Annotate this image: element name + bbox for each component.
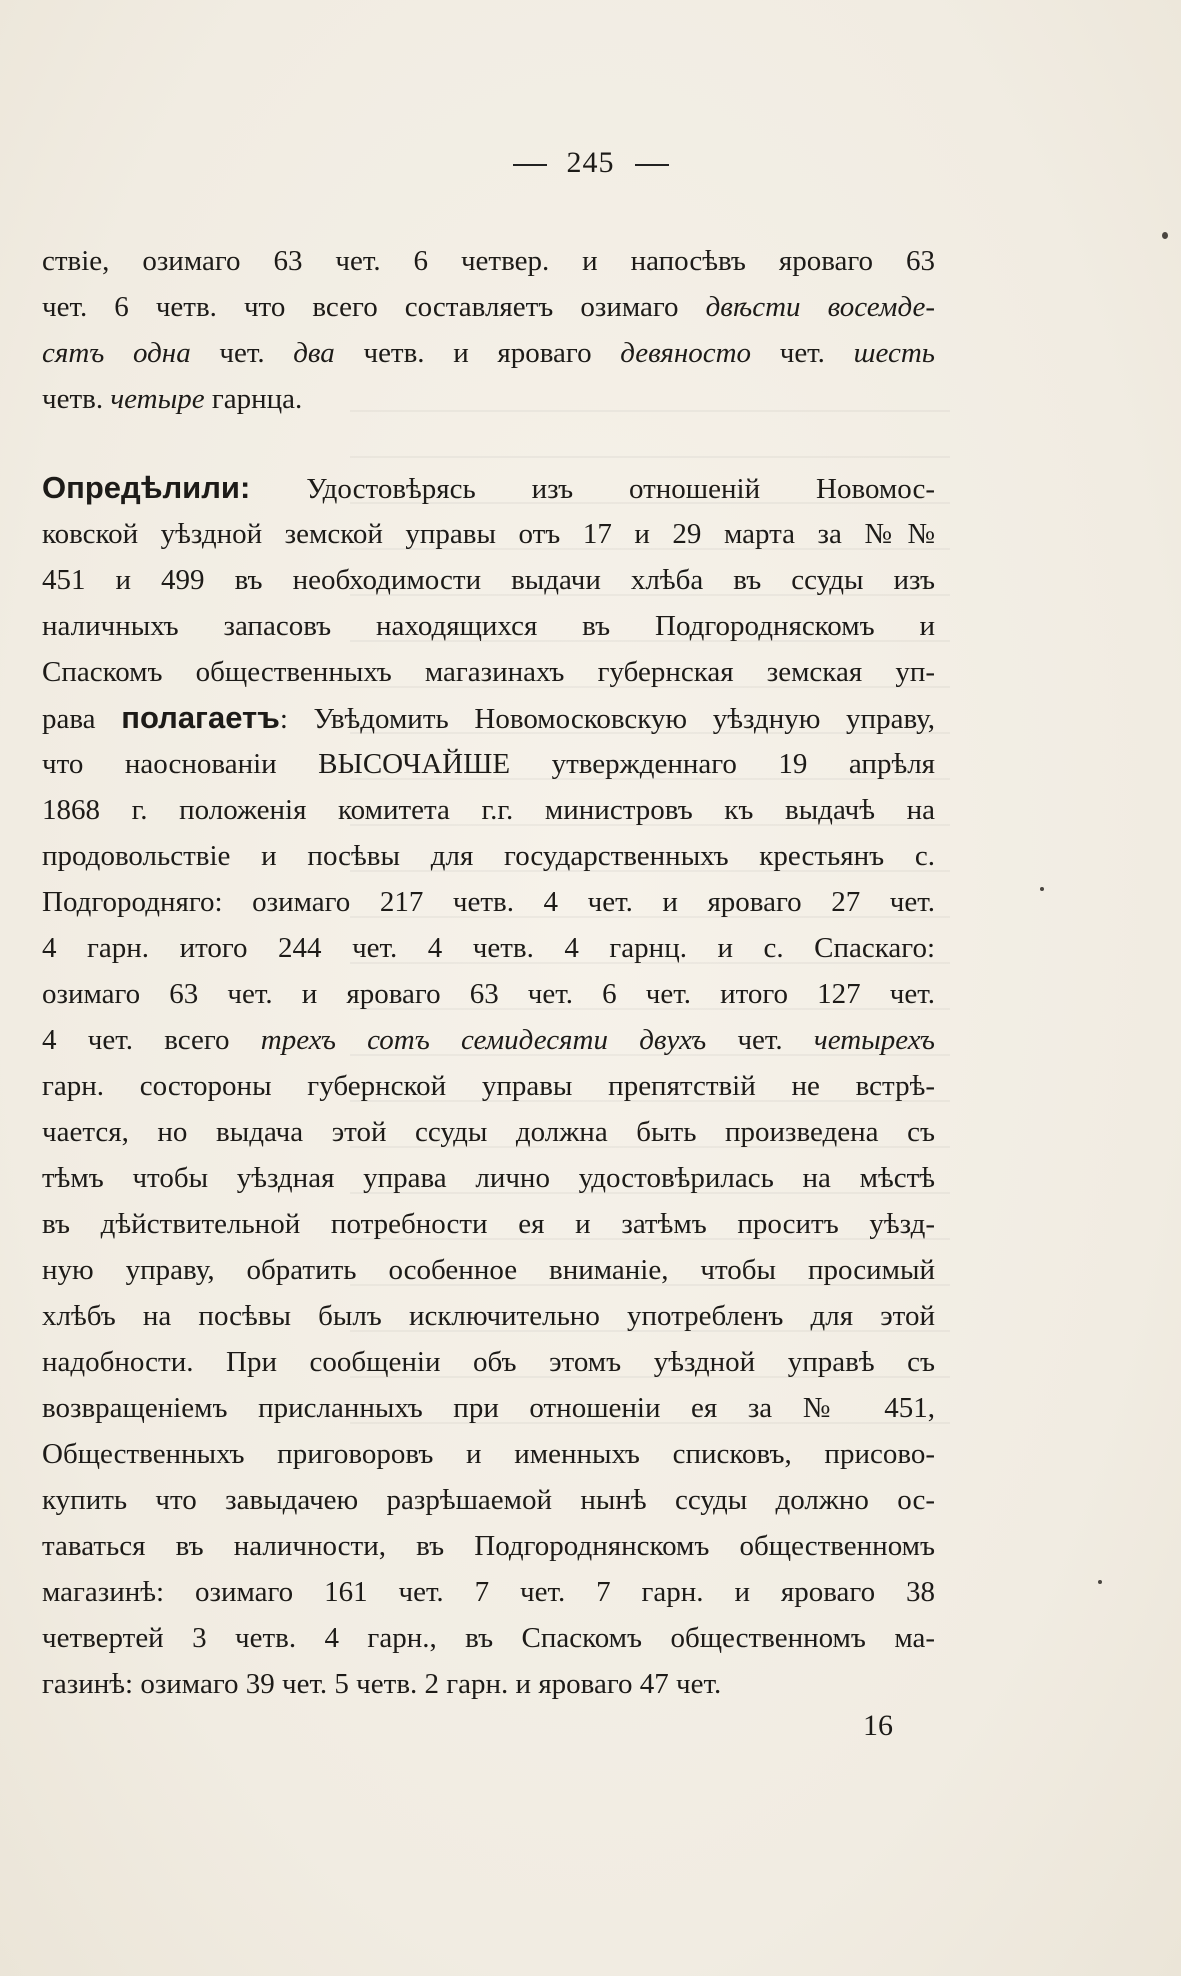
text-run: таваться въ наличности, въ Подгороднянскомъ общественномъ xyxy=(42,1530,935,1562)
text-run: чет. xyxy=(190,337,294,369)
text-run: ковской уѣздной земской управы отъ 17 и 29 марта за №№ xyxy=(42,518,935,550)
page-header xyxy=(0,146,1181,180)
text-line xyxy=(42,925,935,971)
ink-speck xyxy=(1040,887,1044,891)
text-line xyxy=(42,1339,935,1385)
text-run: гарн. состороны губернской управы препятствій не встрѣ- xyxy=(42,1070,935,1102)
paragraph-resolution xyxy=(42,465,935,1707)
text-line xyxy=(42,238,935,284)
text-run: купить что завыдачею разрѣшаемой нынѣ ссуды должно ос- xyxy=(42,1484,935,1516)
paragraph-continuation xyxy=(42,238,935,422)
text-run: Спаскомъ общественныхъ магазинахъ губернская земская уп- xyxy=(42,656,935,688)
text-run: чет. xyxy=(706,1024,814,1056)
text-run: газинѣ: озимаго 39 чет. 5 четв. 2 гарн. и яроваго 47 чет. xyxy=(42,1668,722,1700)
text-line xyxy=(42,649,935,695)
text-line xyxy=(42,833,935,879)
text-run: гарнца. xyxy=(204,383,303,415)
text-run: магазинѣ: озимаго 161 чет. 7 чет. 7 гарн. и яроваго 38 xyxy=(42,1576,935,1608)
text-line xyxy=(42,1063,935,1109)
text-run: продовольствіе и посѣвы для государственныхъ крестьянъ с. xyxy=(42,840,935,872)
text-run: чается, но выдача этой ссуды должна быть произведена съ xyxy=(42,1116,935,1148)
text-run: хлѣбъ на посѣвы былъ исключительно употребленъ для этой xyxy=(42,1300,935,1332)
text-line xyxy=(42,1661,935,1707)
text-run: 1868 г. положенія комитета г.г. министровъ къ выдачѣ на xyxy=(42,794,935,826)
header-dash-right xyxy=(635,164,669,166)
text-run: озимаго 63 чет. и яроваго 63 чет. 6 чет. итого 127 чет. xyxy=(42,978,935,1010)
text-run: чет. xyxy=(751,337,854,369)
text-run: 451 и 499 въ необходимости выдачи хлѣба въ ссуды изъ xyxy=(42,564,935,596)
text-line xyxy=(42,557,935,603)
text-line xyxy=(42,330,935,376)
text-line xyxy=(42,1385,935,1431)
text-line xyxy=(42,1201,935,1247)
ink-speck xyxy=(1162,232,1168,239)
text-run: тѣмъ чтобы уѣздная управа лично удостовѣрилась на мѣстѣ xyxy=(42,1162,935,1194)
italic-text-run: двѣсти восемде- xyxy=(705,291,935,323)
text-line xyxy=(42,741,935,787)
text-run: четв. xyxy=(42,383,111,415)
text-run: наличныхъ запасовъ находящихся въ Подгородняскомъ и xyxy=(42,610,935,642)
text-line xyxy=(42,695,935,741)
italic-text-run: девяносто xyxy=(620,337,752,369)
text-line xyxy=(42,603,935,649)
text-line xyxy=(42,1017,935,1063)
text-line xyxy=(42,465,935,511)
bold-heading-run: Опредѣлили: xyxy=(42,470,251,505)
ink-speck xyxy=(1098,1580,1102,1584)
italic-text-run: четыре xyxy=(110,383,205,415)
text-run: 4 гарн. итого 244 чет. 4 четв. 4 гарнц. и с. Спаскаго: xyxy=(42,932,935,964)
text-line xyxy=(42,879,935,925)
text-line xyxy=(42,971,935,1017)
text-run: Удостовѣрясь изъ отношеній Новомос- xyxy=(250,473,935,505)
bold-heading-run: полагаетъ xyxy=(121,700,280,735)
italic-text-run: шесть xyxy=(853,337,936,369)
text-run: четв. и яроваго xyxy=(334,337,621,369)
text-run: четвертей 3 четв. 4 гарн., въ Спаскомъ общественномъ ма- xyxy=(42,1622,935,1654)
italic-text-run: четырехъ xyxy=(813,1024,935,1056)
signature-mark: 16 xyxy=(863,1709,893,1742)
text-run: въ дѣйствительной потребности ея и затѣмъ проситъ уѣзд- xyxy=(42,1208,935,1240)
text-line xyxy=(42,1109,935,1155)
italic-text-run: трехъ сотъ семидесяти двухъ xyxy=(260,1024,707,1056)
text-run: что наоснованіи ВЫСОЧАЙШЕ утвержденнаго 19 апрѣля xyxy=(42,748,935,780)
text-run: Общественныхъ приговоровъ и именныхъ списковъ, присово- xyxy=(42,1438,935,1470)
text-line xyxy=(42,511,935,557)
text-run: : Увѣдомить Новомосковскую уѣздную управу, xyxy=(279,703,935,735)
italic-text-run: сятъ одна xyxy=(42,337,191,369)
text-line xyxy=(42,1569,935,1615)
text-line xyxy=(42,787,935,833)
text-run: 4 чет. всего xyxy=(42,1024,261,1056)
text-line xyxy=(42,1155,935,1201)
header-dash-left xyxy=(513,164,547,166)
text-line xyxy=(42,376,935,422)
text-run: ную управу, обратить особенное вниманіе, чтобы просимый xyxy=(42,1254,935,1286)
text-run: рава xyxy=(42,703,122,735)
text-line xyxy=(42,284,935,330)
text-line xyxy=(42,1247,935,1293)
text-line xyxy=(42,1293,935,1339)
page-number: 245 xyxy=(566,146,615,179)
text-line xyxy=(42,1523,935,1569)
italic-text-run: два xyxy=(293,337,335,369)
text-line xyxy=(42,1477,935,1523)
text-run: ствіе, озимаго 63 чет. 6 четвер. и напосѣвъ яроваго 63 xyxy=(42,245,935,277)
text-run: Подгородняго: озимаго 217 четв. 4 чет. и яроваго 27 чет. xyxy=(42,886,935,918)
text-line xyxy=(42,1615,935,1661)
text-run: возвращеніемъ присланныхъ при отношеніи ея за № 451, xyxy=(42,1392,935,1424)
text-line xyxy=(42,1431,935,1477)
text-run: надобности. При сообщеніи объ этомъ уѣздной управѣ съ xyxy=(42,1346,935,1378)
text-run: чет. 6 четв. что всего составляетъ озимаго xyxy=(42,291,706,323)
